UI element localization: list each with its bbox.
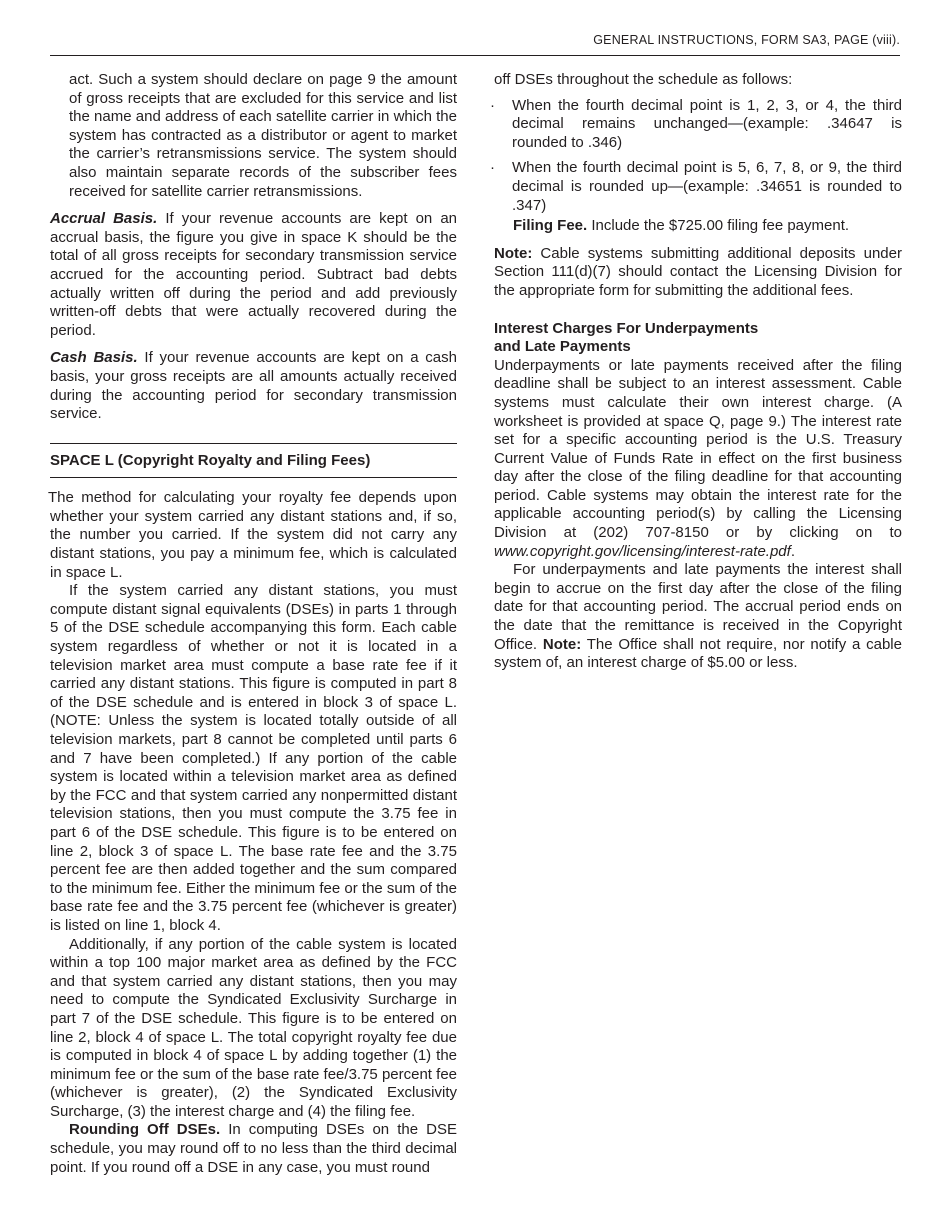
bullet-dot: · <box>490 159 495 177</box>
filing-fee-label: Filing Fee. <box>513 217 588 235</box>
space-l-heading: SPACE L (Copyright Royalty and Filing Fees) <box>50 443 457 479</box>
interest-text-end: . <box>790 542 795 560</box>
accrual-basis-text: If your revenue accounts are kept on an accrual basis, the figure you give in space K should be the total of all gross receipts for secondary transmission service accrued for the accounting period. Subtract bad debts actually written off during the period and add previously written-off debts that were actually recovered during the period. <box>50 210 458 339</box>
interest-heading-line2: and Late Payments <box>494 338 631 356</box>
interest-accrual-paragraph <box>494 561 902 673</box>
satellite-paragraph: act. Such a system should declare on page 9 the amount of gross receipts that are excluded for this service and list the name and address of each satellite carrier in which the system has contracted as a distributor or agent to market the carrier’s retransmissions service. The system should also maintain separate records of the subscriber fees received for satellite carrier retransmissions. <box>69 71 457 200</box>
cash-basis-paragraph <box>50 349 457 423</box>
header-rule <box>50 55 900 56</box>
cash-basis-text: If your revenue accounts are kept on a cash basis, your gross receipts are all amounts actually received during the accounting period for secondary transmission service. <box>50 349 457 423</box>
royalty-method-paragraph: The method for calculating your royalty fee depends upon whether your system carried any distant stations and, if so, the number you carried. If the system did not carry any distant stations, you pay a minimum fee, which is calculated in space L. <box>48 489 457 581</box>
page-header: GENERAL INSTRUCTIONS, FORM SA3, PAGE (viii). <box>593 33 900 47</box>
interest-text: Underpayments or late payments received after the filing deadline shall be subject to an interest assessment. Cable systems must calculate their own interest charge. (A worksheet is provided at space Q, page 9.) The interest rate set for a specific accounting period is the U.S. Treasury Current Value of Funds Rate in effect on the first business day after the close of the filing deadline for that accounting period. Cable systems may obtain the interest rate for the applicable accounting period(s) by calling the Licensing Division at (202) 707-8150 or by clicking on to <box>494 356 902 542</box>
filing-fee-text: Include the $725.00 filing fee payment. <box>587 217 850 235</box>
bullet-round-up <box>490 159 902 215</box>
bullet-round-unchanged-text: When the fourth decimal point is 1, 2, 3, or 4, the third decimal remains unchanged—(example: .34647 is rounded to .346) <box>512 96 902 151</box>
rounding-text: In computing DSEs on the DSE schedule, you may round off to no less than the third decimal point. If you round off a DSE in any case, you must round <box>50 1121 457 1176</box>
bullet-dot: · <box>490 96 495 114</box>
interest-note-text: The Office shall not require, nor notify a cable system of, an interest charge of $5.00 or less. <box>494 635 902 672</box>
interest-heading <box>494 320 902 357</box>
interest-heading-line1: Interest Charges For Underpayments <box>494 319 759 337</box>
bullet-round-unchanged <box>490 96 902 153</box>
cash-basis-label: Cash Basis. <box>50 349 138 367</box>
interest-paragraph <box>494 357 902 562</box>
note-text: Cable systems submitting additional deposits under Section 111(d)(7) should contact the Licensing Division for the appropriate form for submitting the additional fees. <box>494 244 902 299</box>
interest-rate-link[interactable]: www.copyright.gov/licensing/interest-rate.pdf <box>494 542 791 560</box>
rounding-paragraph <box>50 1121 457 1177</box>
distant-stations-paragraph: If the system carried any distant stations, you must compute distant signal equivalents (DSEs) in parts 1 through 5 of the DSE schedule accompanying this form. Each cable system regardless of whether or not it is located in a television market area must compute a base rate fee if it carried any distant stations. This figure is computed in part 8 of the DSE schedule and is entered in block 3 of space L. (NOTE: Unless the system is located totally outside of all television markets, part 8 cannot be completed until parts 6 and 7 have been completed.) If any portion of the cable system is located within a television market area as defined by the FCC and that system carried any nonpermitted distant television stations, then you must compute the 3.75 fee in part 6 of the DSE schedule. This figure is to be entered on line 2, block 3 of space L. The base rate fee and the 3.75 percent fee are then added together and the sum compared to the minimum fee. Either the minimum fee or the sum of the base rate fee and the 3.75 percent fee (whichever is greater) is listed on line 1, block 4. <box>50 582 457 934</box>
note-paragraph <box>494 245 902 301</box>
bullet-round-up-text: When the fourth decimal point is 5, 6, 7, 8, or 9, the third decimal is rounded up—(example: .34651 is rounded to .347) <box>512 159 902 214</box>
right-column <box>490 71 902 673</box>
syndicated-exclusivity-paragraph: Additionally, if any portion of the cable system is located within a top 100 major market area as defined by the FCC and that system carried any distant stations, then you may need to compute the Syndicated Exclusivity Surcharge in part 7 of the DSE schedule. This figure is to be entered on line 2, block 4 of space L. The total copyright royalty fee due is computed in block 4 of space L by adding together (1) the minimum fee or the sum of the base rate fee/3.75 percent fee (whichever is greater), (2) the Syndicated Exclusivity Surcharge, (3) the interest charge and (4) the filing fee. <box>50 935 457 1120</box>
left-column <box>50 71 457 1177</box>
interest-note-label: Note: <box>542 635 582 653</box>
accrual-basis-paragraph <box>50 210 457 340</box>
note-label: Note: <box>494 244 533 262</box>
interest-accrual-text: For underpayments and late payments the interest shall begin to accrue on the first day after the close of the filing date for that accounting period. The accrual period ends on the date that the remittance is received in the Copyright Office. <box>494 561 902 653</box>
filing-fee-paragraph <box>494 217 902 236</box>
accrual-basis-label: Accrual Basis. <box>50 210 158 228</box>
rounding-continued: off DSEs throughout the schedule as follows: <box>494 71 793 88</box>
rounding-label: Rounding Off DSEs. <box>69 1121 221 1139</box>
